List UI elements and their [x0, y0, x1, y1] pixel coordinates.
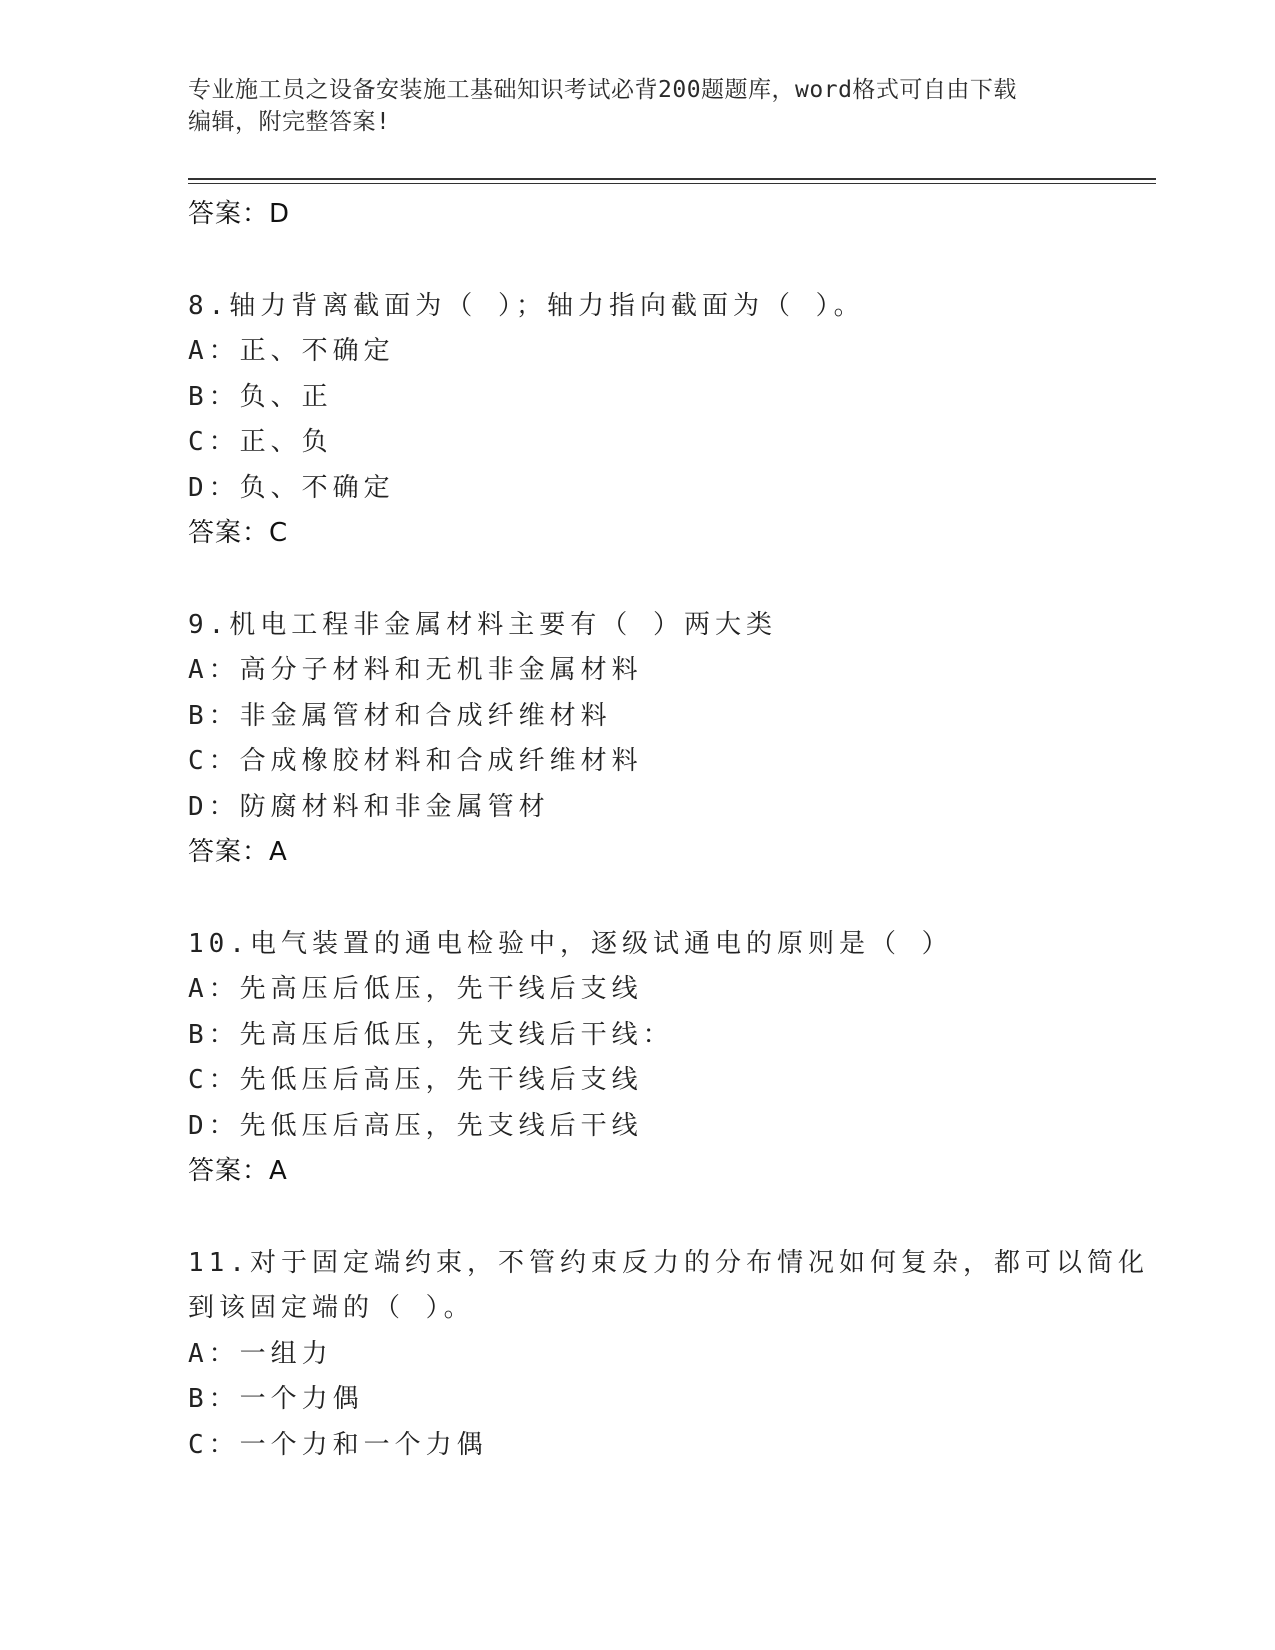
- spacer: [188, 876, 1128, 922]
- question-text: 9.机电工程非金属材料主要有（ ）两大类: [188, 609, 777, 640]
- option-b: B：非金属管材和合成纤维材料: [188, 700, 612, 731]
- question-text: 11.对于固定端约束，不管约束反力的分布情况如何复杂，都可以简化: [188, 1247, 1149, 1278]
- question-text-continued: 到该固定端的（ ）。: [188, 1293, 475, 1323]
- option-d: D：负、不确定: [188, 472, 395, 503]
- question-11: [188, 1241, 1149, 1469]
- option-a: A：正、不确定: [188, 336, 395, 366]
- document-header: [188, 74, 1068, 138]
- header-line-2: 编辑，附完整答案!: [188, 109, 391, 135]
- option-b: B：一个力偶: [188, 1384, 364, 1414]
- option-a: A：高分子材料和无机非金属材料: [188, 655, 643, 685]
- option-c: C：一个力和一个力偶: [188, 1429, 488, 1460]
- question-9: [188, 603, 1128, 876]
- option-b: B：先高压后低压，先支线后干线：: [188, 1019, 674, 1050]
- spacer: [188, 238, 1128, 284]
- answer: 答案：A: [188, 1156, 288, 1186]
- question-text: 10.电气装置的通电检验中，逐级试通电的原则是（ ）: [188, 928, 953, 959]
- answer: 答案：C: [188, 518, 289, 548]
- header-line-1: 专业施工员之设备安装施工基础知识考试必背200题题库，word格式可自由下载: [188, 77, 1017, 103]
- option-d: D：防腐材料和非金属管材: [188, 791, 550, 822]
- header-divider-thick: [188, 178, 1156, 180]
- option-d: D：先低压后高压，先支线后干线: [188, 1110, 643, 1141]
- spacer: [188, 1195, 1128, 1241]
- question-text: 8.轴力背离截面为（ ）；轴力指向截面为（ ）。: [188, 290, 865, 321]
- option-a: A：先高压后低压，先干线后支线: [188, 974, 643, 1004]
- option-a: A：一组力: [188, 1338, 333, 1369]
- header-divider-thin: [188, 183, 1156, 184]
- option-c: C：正、负: [188, 427, 333, 457]
- spacer: [188, 557, 1128, 603]
- option-b: B：负、正: [188, 381, 333, 412]
- option-c: C：先低压后高压，先干线后支线: [188, 1065, 643, 1095]
- option-c: C：合成橡胶材料和合成纤维材料: [188, 746, 643, 776]
- question-10: [188, 922, 1128, 1195]
- question-8: [188, 284, 1128, 557]
- previous-answer: 答案：D: [188, 199, 291, 229]
- answer: 答案：A: [188, 837, 288, 867]
- question-list: [188, 192, 1149, 1468]
